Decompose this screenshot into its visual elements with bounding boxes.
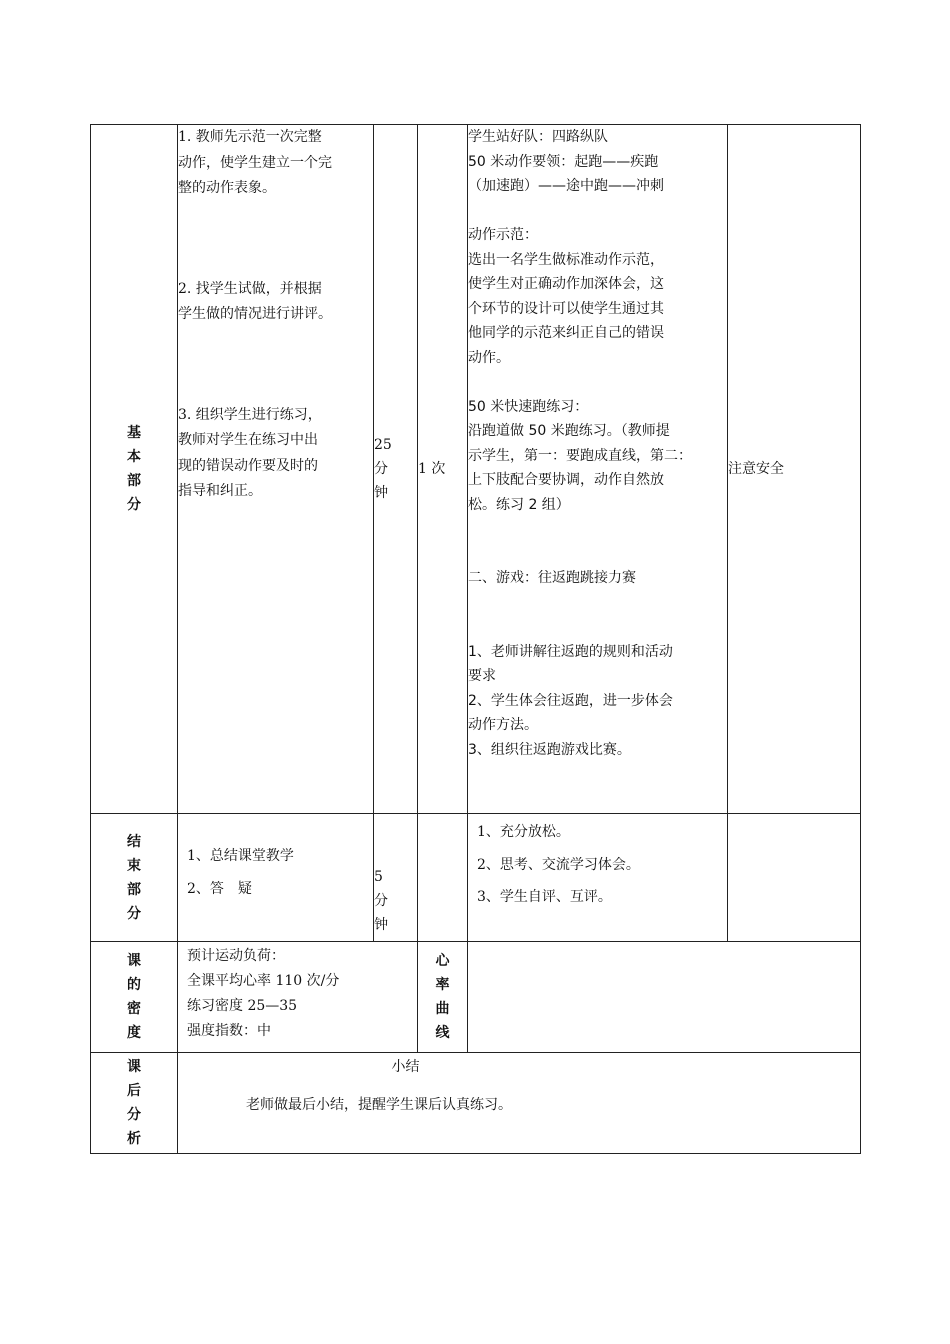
label-char: 课	[127, 1059, 141, 1075]
list-item: 3、学生自评、互评。	[477, 889, 612, 905]
student-line	[468, 615, 727, 640]
label-char: 的	[127, 977, 141, 993]
student-line: 动作方法。	[468, 717, 538, 733]
ending-count	[418, 814, 468, 942]
label-char: 本	[127, 449, 141, 465]
label-char: 分	[127, 497, 141, 513]
note-text: 注意安全	[728, 461, 784, 477]
step-line: 3. 组织学生进行练习，	[178, 406, 322, 423]
label-char: 部	[127, 473, 141, 489]
student-line: 2、学生体会往返跑，进一步体会	[468, 692, 673, 709]
analysis-row	[91, 1053, 861, 1154]
load-line: 练习密度 25—35	[187, 998, 298, 1014]
student-line: 学生站好队：四路纵队	[468, 129, 608, 145]
student-line: 50 米快速跑练习：	[468, 398, 589, 415]
label-char: 束	[127, 857, 141, 874]
student-line: 动作示范：	[468, 227, 538, 243]
ending-time	[374, 814, 418, 942]
basic-part-label	[91, 125, 178, 814]
student-line: 松。练习 2 组）	[468, 496, 570, 513]
student-line: （加速跑）——途中跑——冲刺	[468, 178, 664, 194]
student-line: 个环节的设计可以使学生通过其	[468, 300, 664, 317]
student-line: 他同学的示范来纠正自己的错误	[468, 325, 664, 341]
safety-note	[728, 125, 861, 814]
student-line: 上下肢配合要协调，动作自然放	[468, 472, 664, 488]
label-char: 课	[127, 953, 141, 969]
student-line	[468, 199, 727, 224]
step-line: 现的错误动作要及时的	[178, 457, 318, 474]
step-line: 整的动作表象。	[178, 180, 276, 196]
label-char: 曲	[435, 1001, 450, 1017]
ending-part-row	[91, 814, 861, 942]
time-char: 钟	[374, 485, 388, 501]
teacher-step-1	[178, 125, 373, 202]
student-line: 二、游戏：往返跑跳接力赛	[468, 570, 636, 586]
student-line	[468, 542, 727, 567]
label-char: 率	[435, 977, 450, 993]
teacher-step-2	[178, 277, 373, 328]
density-label	[91, 942, 178, 1053]
student-activities	[468, 125, 728, 814]
label-char: 部	[127, 881, 141, 898]
time-char: 分	[374, 461, 388, 477]
step-line: 1. 教师先示范一次完整	[178, 129, 322, 145]
time-char: 分	[374, 893, 388, 909]
list-item: 2、答 疑	[187, 881, 252, 897]
label-char: 结	[127, 833, 141, 850]
label-char: 基	[127, 425, 141, 441]
list-item: 2、思考、交流学习体会。	[477, 856, 640, 873]
count-text: 1 次	[418, 461, 446, 477]
load-info	[178, 942, 418, 1053]
step-line: 2. 找学生试做，并根据	[178, 280, 322, 297]
student-line: 3、组织往返跑游戏比赛。	[468, 741, 631, 758]
time-char: 钟	[374, 917, 388, 933]
list-item: 1、充分放松。	[477, 824, 570, 840]
basic-count	[418, 125, 468, 814]
label-char: 析	[127, 1131, 141, 1147]
density-row	[91, 942, 861, 1053]
time-char: 25	[374, 437, 392, 453]
student-line	[468, 591, 727, 616]
ending-teacher-items	[178, 814, 374, 942]
list-item: 1、总结课堂教学	[187, 848, 294, 864]
basic-part-row	[91, 125, 861, 814]
student-line: 示学生，第一：要跑成直线，第二：	[468, 447, 692, 464]
ending-note	[728, 814, 861, 942]
label-char: 分	[127, 1107, 141, 1123]
load-line: 预计运动负荷：	[187, 948, 285, 964]
student-line: 动作。	[468, 349, 510, 366]
label-char: 密	[127, 1001, 141, 1017]
student-line: 使学生对正确动作加深体会，这	[468, 276, 664, 292]
analysis-label	[91, 1053, 178, 1154]
step-line: 学生做的情况进行讲评。	[178, 306, 332, 322]
load-line: 强度指数：中	[187, 1023, 271, 1039]
step-line: 动作，使学生建立一个完	[178, 154, 332, 171]
student-line: 沿跑道做 50 米跑练习。（教师提	[468, 423, 670, 439]
student-line: 1、老师讲解往返跑的规则和活动	[468, 643, 673, 660]
label-char: 心	[435, 953, 450, 969]
label-char: 分	[127, 905, 141, 922]
basic-time	[374, 125, 418, 814]
analysis-content	[178, 1053, 861, 1154]
lesson-plan-table	[90, 124, 861, 1154]
teacher-steps	[178, 125, 374, 814]
analysis-text: 老师做最后小结，提醒学生课后认真练习。	[246, 1097, 512, 1113]
time-char: 5	[374, 869, 383, 885]
teacher-step-3	[178, 403, 373, 505]
student-line: 要求	[468, 668, 496, 684]
label-char: 后	[127, 1083, 141, 1099]
ending-part-label	[91, 814, 178, 942]
ending-student-items	[468, 814, 728, 942]
student-line: 50 米动作要领：起跑——疾跑	[468, 153, 659, 170]
label-char: 度	[127, 1025, 141, 1041]
student-line	[468, 370, 727, 395]
label-char: 线	[435, 1025, 450, 1041]
step-line: 指导和纠正。	[178, 483, 262, 499]
step-line: 教师对学生在练习中出	[178, 432, 318, 448]
student-line: 选出一名学生做标准动作示范，	[468, 251, 664, 268]
student-line	[468, 517, 727, 542]
heart-rate-curve-area	[468, 942, 861, 1053]
heart-rate-label	[418, 942, 468, 1053]
analysis-title: 小结	[391, 1059, 420, 1075]
load-line: 全课平均心率 110 次/分	[187, 973, 340, 989]
